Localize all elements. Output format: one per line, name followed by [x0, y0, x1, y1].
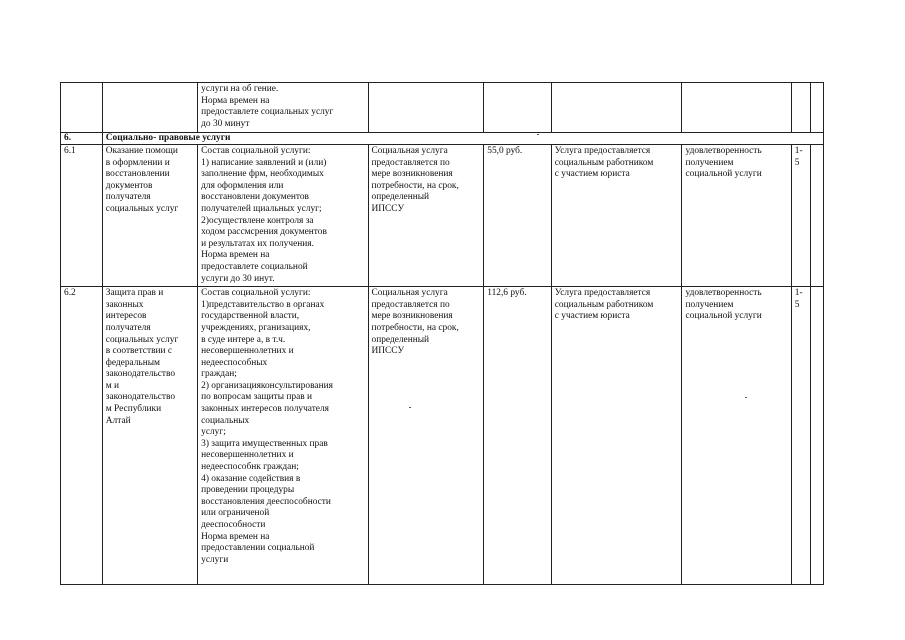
composition-line: недееспособных: [201, 357, 268, 368]
conditions-cell: [368, 287, 484, 585]
composition-line: Состав социальной услуги:: [201, 146, 311, 156]
empty-cell: [811, 287, 824, 585]
composition-line: Норма времен на: [201, 250, 270, 261]
composition-line: дееспособности: [201, 520, 266, 530]
composition-line: ходом рассмсрения документов: [201, 227, 327, 238]
service-number: 6.1: [61, 145, 103, 287]
composition-line: в суде интере а, в т.ч.: [201, 334, 286, 345]
conditions-line: определенный: [371, 192, 430, 203]
service-name-line: Оказание помощи: [105, 146, 178, 156]
service-name-line: м Республики: [105, 404, 162, 415]
indicator-line: получением: [685, 157, 734, 168]
composition-line: восстановления дееспособности: [201, 496, 331, 507]
price-cell: 55,0 руб.: [484, 145, 552, 287]
composition-line: 2)осуществлене контроля за: [201, 215, 314, 226]
composition-line: 4) оказание содействия в: [201, 473, 301, 484]
service-name-line: в соответствии с: [105, 346, 173, 357]
composition-line: несовершеннолетних и: [201, 450, 294, 461]
service-name-line: Защита прав и: [105, 288, 164, 299]
table-row: [61, 83, 824, 133]
service-number: 6.2: [61, 287, 103, 585]
indicator-line: социальной услуги: [685, 169, 762, 180]
service-name-line: социальных услуг: [105, 334, 179, 345]
section-number: 6.: [61, 133, 103, 145]
composition-line: услуг;: [201, 427, 226, 438]
service-name-line: социальных услуг: [105, 203, 179, 214]
service-name-line: получателя: [105, 192, 151, 203]
indicator-line: получением: [685, 299, 734, 310]
provider-line: с участием юриста: [554, 311, 630, 322]
composition-line: Норма времен на: [201, 531, 270, 542]
composition-line: Состав социальной услуги:: [201, 288, 311, 299]
indicator-cell: [682, 83, 791, 133]
service-name-line: законодательство: [105, 369, 176, 380]
composition-line: предоставлении социальной: [201, 543, 315, 554]
scan-speck: [745, 397, 747, 398]
rating-cell: [791, 83, 810, 133]
indicator-line: удовлетворенность: [685, 288, 762, 299]
service-name-line: законодательство: [105, 392, 176, 403]
conditions-line: определенный: [371, 334, 430, 345]
conditions-line: ИПССУ: [371, 346, 405, 357]
conditions-line: мере возникновения: [371, 169, 453, 180]
composition-line: до 30 минут: [201, 118, 250, 129]
service-name-cell: [102, 83, 197, 133]
table-row: [61, 287, 824, 585]
composition-line: услуги на об гение.: [201, 84, 279, 94]
provider-line: Услуга предоставляется: [554, 146, 651, 156]
empty-cell: [811, 83, 824, 133]
service-composition-cell: [198, 145, 368, 287]
scan-speck: [409, 407, 411, 408]
composition-line: несовершеннолетних и: [201, 346, 294, 357]
provider-cell: [551, 145, 682, 287]
composition-line: получателей щиальных услуг;: [201, 203, 322, 214]
indicator-cell: [682, 145, 791, 287]
provider-line: социальным работником: [554, 157, 654, 168]
services-table: [60, 82, 824, 585]
conditions-cell: [368, 145, 484, 287]
composition-line: по вопросам защиты прав и: [201, 392, 313, 403]
composition-line: 1)представительство в органах: [201, 299, 325, 310]
composition-line: Норма времен на: [201, 95, 270, 106]
indicator-line: удовлетворенность: [685, 146, 762, 156]
provider-cell: [551, 287, 682, 585]
composition-line: недееспособнк граждан;: [201, 462, 299, 473]
composition-line: учреждениях, рганизациях,: [201, 322, 311, 333]
service-name-cell: [102, 145, 197, 287]
section-header-row: [61, 133, 824, 145]
service-name-cell: [102, 287, 197, 585]
service-composition-cell: [198, 287, 368, 585]
service-name-line: федеральным: [105, 357, 160, 368]
composition-line: 1) написание заявлений и (или): [201, 157, 327, 168]
service-name-line: в оформлении и: [105, 157, 170, 168]
table-row: [61, 145, 824, 287]
scan-speck: [537, 134, 539, 135]
composition-line: и результатах их получения.: [201, 238, 314, 249]
composition-line: восстановлени документов: [201, 192, 309, 203]
composition-line: заполнение фрм, необходимых: [201, 169, 324, 180]
conditions-line: потребности, на срок,: [371, 180, 459, 191]
conditions-cell: [368, 83, 484, 133]
composition-line: граждан;: [201, 369, 237, 380]
empty-cell: [811, 145, 824, 287]
conditions-line: предоставляется по: [371, 299, 450, 310]
composition-line: предоставлете социальной: [201, 261, 308, 272]
service-name-line: интересов: [105, 311, 147, 322]
composition-line: предоставлете социальных услуг: [201, 107, 334, 118]
service-composition-cell: [198, 83, 368, 133]
conditions-line: Социальная услуга: [371, 288, 448, 299]
indicator-line: социальной услуги: [685, 311, 762, 322]
price-cell: 112,6 руб.: [484, 287, 552, 585]
service-name-line: получателя: [105, 322, 151, 333]
composition-line: или ограниченой: [201, 508, 270, 519]
composition-line: услуги до 30 инут.: [201, 273, 275, 284]
rating-cell: 1-5: [791, 287, 810, 585]
provider-line: с участием юриста: [554, 169, 630, 180]
composition-line: 3) защита имущественных прав: [201, 438, 328, 449]
provider-line: Услуга предоставляется: [554, 288, 651, 299]
conditions-line: мере возникновения: [371, 311, 453, 322]
conditions-line: Социальная услуга: [371, 146, 448, 156]
composition-line: социальных: [201, 415, 250, 426]
composition-line: 2) организацияконсультирования: [201, 380, 333, 391]
service-name-line: м и: [105, 380, 120, 391]
number-cell: [61, 83, 103, 133]
provider-cell: [551, 83, 682, 133]
price-cell: [484, 83, 552, 133]
service-name-line: восстановлении: [105, 169, 170, 180]
composition-line: проведении процедуры: [201, 485, 295, 496]
conditions-line: предоставляется по: [371, 157, 450, 168]
rating-cell: 1-5: [791, 145, 810, 287]
composition-line: законных интересов получателя: [201, 404, 329, 415]
composition-line: услуги: [201, 554, 229, 565]
indicator-cell: [682, 287, 791, 585]
service-name-line: документов: [105, 180, 153, 191]
service-name-line: законных: [105, 299, 144, 310]
service-name-line: Алтай: [105, 415, 131, 426]
composition-line: государственной власти,: [201, 311, 300, 322]
conditions-line: ИПССУ: [371, 203, 405, 214]
conditions-line: потребности, на срок,: [371, 322, 459, 333]
provider-line: социальным работником: [554, 299, 654, 310]
section-title: Социально- правовые услуги: [102, 133, 823, 145]
composition-line: для оформления или: [201, 180, 284, 191]
